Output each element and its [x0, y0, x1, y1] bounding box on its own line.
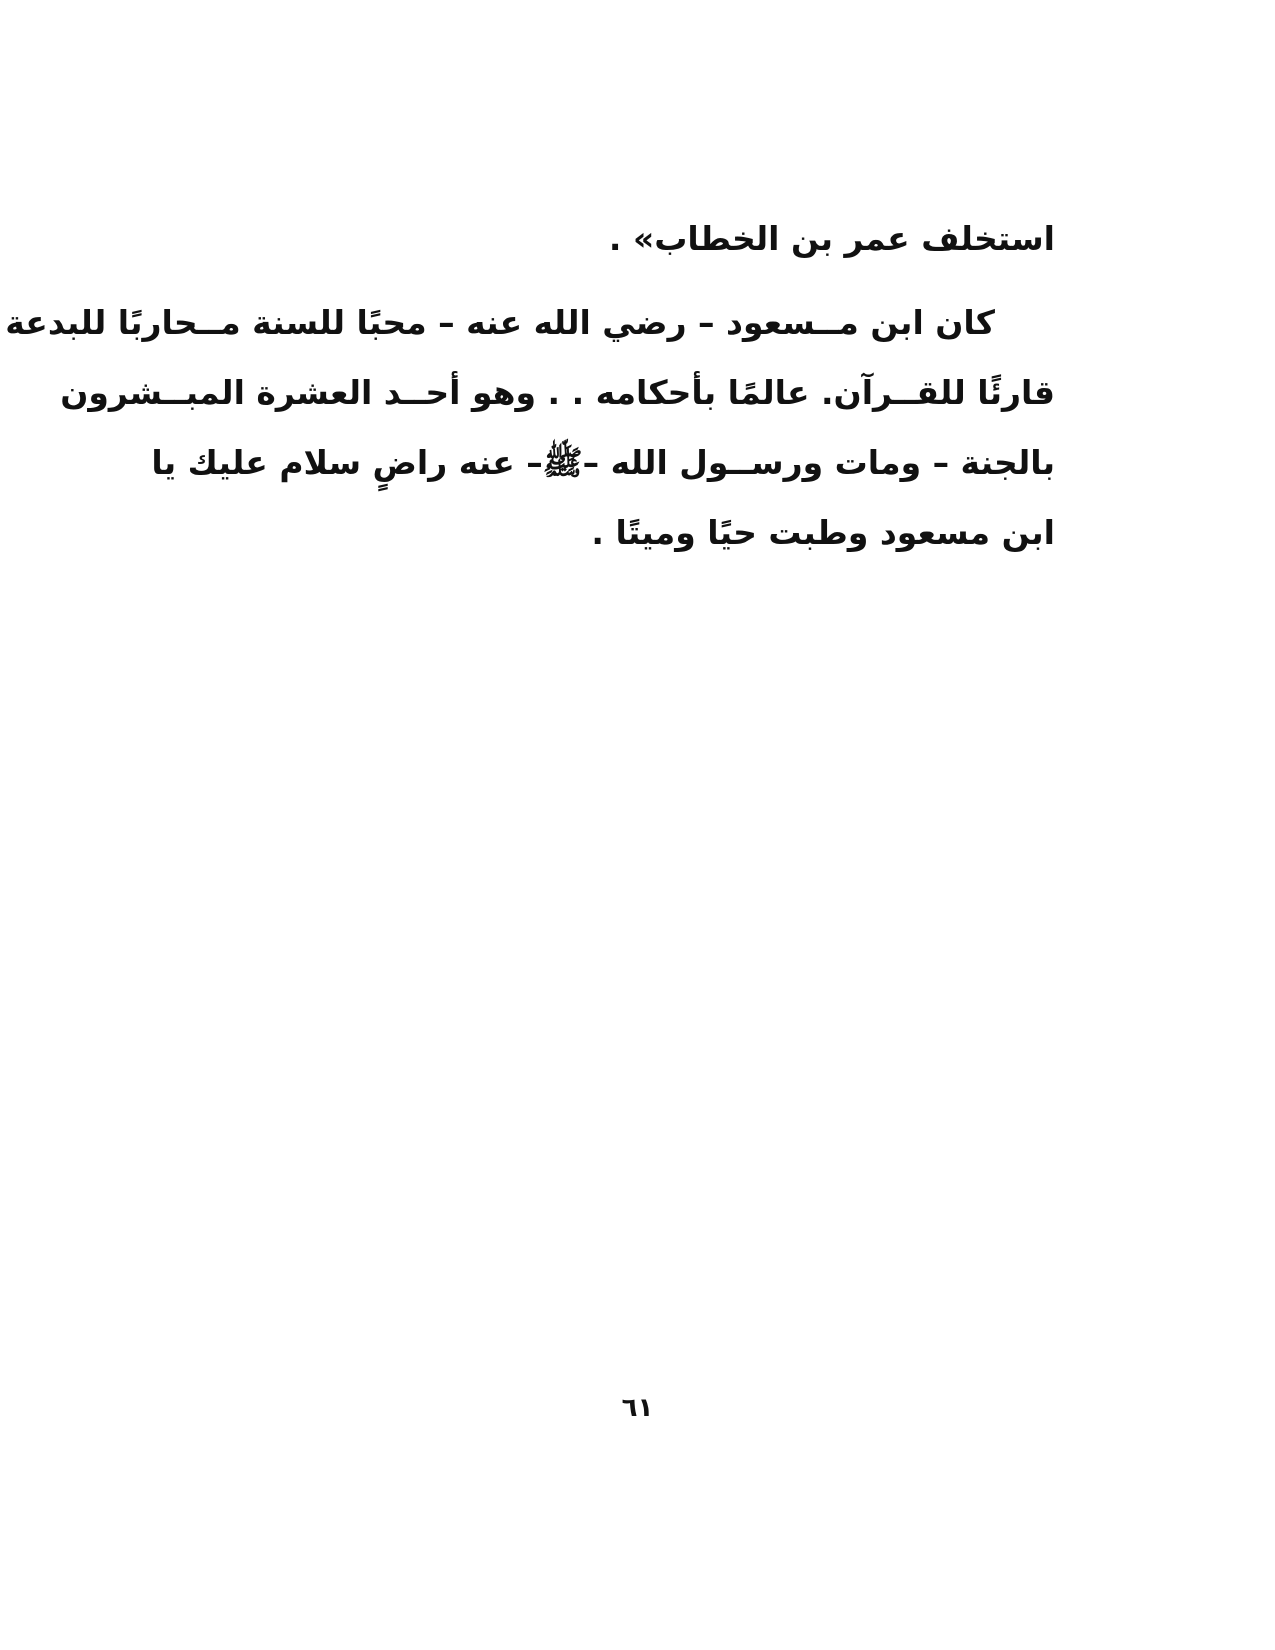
body-text: [5, 215, 1055, 557]
text-line: قارئًا للقــرآن. عالمًا بأحكامه . . وهو أحــد العشرة المبــشرون: [60, 373, 1055, 412]
text-line: بالجنة – ومات ورســول الله –ﷺ– عنه راضٍ سلام عليك يا: [151, 443, 1055, 482]
text-line: استخلف عمر بن الخطاب» .: [608, 219, 1055, 258]
text-line: كان ابن مــسعود – رضي الله عنه – محبًا للسنة مــحاربًا للبدعة: [5, 303, 995, 342]
text-line: ابن مسعود وطبت حيًا وميتًا .: [591, 513, 1055, 552]
page-number: ٦١: [621, 1393, 654, 1423]
